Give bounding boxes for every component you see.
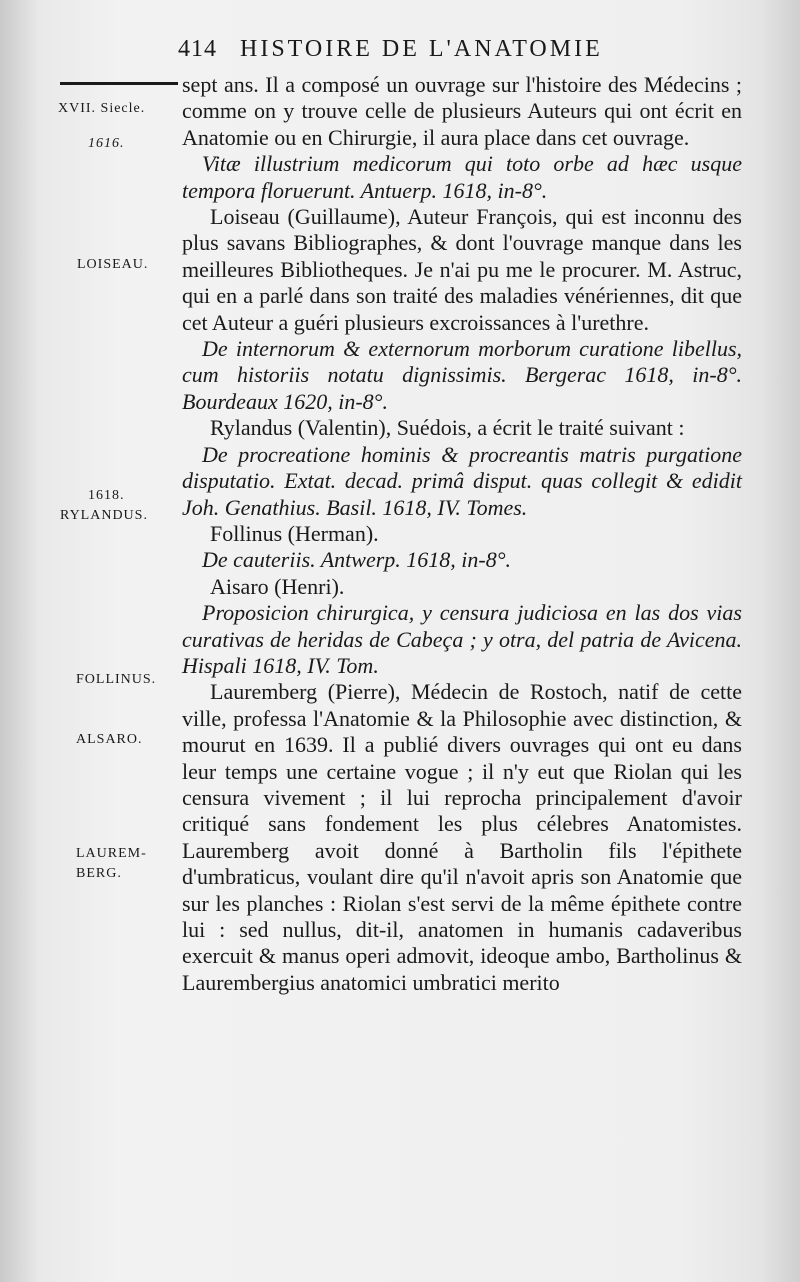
- running-title: HISTOIRE DE L'ANATOMIE: [240, 36, 603, 62]
- reference-proposicion: Proposicion chirurgica, y censura judiciosa en las dos vias curativas de heridas de Cabeça ; y otra, del patria de Avicena. Hispali 1618, IV. Tom.: [182, 600, 742, 678]
- reference-vitae: Vitæ illustrium medicorum qui toto orbe ad hæc usque tempora floruerunt. Antuerp. 1618, in-8°.: [182, 151, 742, 203]
- entry-lauremberg: Lauremberg (Pierre), Médecin de Rostoch, natif de cette ville, professa l'Anatomie & la Philosophie avec distinction, & mourut en 1639. Il a publié divers ouvrages qui ont eu dans leur temps une certaine vogue ; il n'y eut que Riolan qui les censura vivement ; il lui reprocha principalement d'avoir critiqué sans fondement les plus célebres Anatomistes. Lauremberg avoit donné à Bartholin fils l'épithete d'umbraticus, voulant dire qu'il n'avoit apris son Anatomie que sur les planches : Riolan s'est servi de la même épithete contre lui : sed nullus, dit-il, anatomen in humanis cadaveribus exercuit & manus operi admovit, ideoque ambo, Bartholinus & Laurembergius anatomici umbratici merito: [182, 679, 742, 995]
- margin-follinus: FOLLINUS.: [76, 672, 157, 687]
- margin-lauremberg-1: LAUREM-: [76, 846, 147, 861]
- reference-de-cauteriis: De cauteriis. Antwerp. 1618, in-8°.: [202, 547, 512, 573]
- entry-rylandus: Rylandus (Valentin), Suédois, a écrit le traité suivant :: [210, 415, 685, 441]
- section-rule: [60, 82, 178, 85]
- reference-de-internorum: De internorum & externorum morborum curatione libellus, cum historiis notatu dignissimis. Bergerac 1618, in-8°. Bourdeaux 1620, in-8°.: [182, 336, 742, 414]
- margin-century: XVII. Siecle.: [58, 101, 146, 116]
- entry-loiseau: Loiseau (Guillaume), Auteur François, qui est inconnu des plus savans Bibliographes, & dont l'ouvrage manque dans les meilleures Bibliotheques. Je n'ai pu me le procurer. M. Astruc, qui en a parlé dans son traité des maladies vénériennes, dit que cet Auteur a guéri plusieurs excroissances à l'urethre.: [182, 204, 742, 335]
- page-body: [182, 72, 742, 996]
- page-number: 414: [178, 36, 217, 62]
- margin-year-1616: 1616.: [88, 136, 125, 151]
- reference-de-procreatione: De procreatione hominis & procreantis matris purgatione disputatio. Extat. decad. primâ disput. quas collegit & edidit Joh. Genathius. Basil. 1618, IV. Tomes.: [182, 441, 742, 520]
- entry-follinus: Follinus (Herman).: [210, 520, 379, 546]
- margin-year-1618: 1618.: [88, 488, 125, 503]
- running-header: [178, 36, 738, 63]
- entry-aisaro: Aisaro (Henri).: [210, 573, 345, 599]
- margin-alsaro: ALSARO.: [76, 732, 143, 747]
- margin-lauremberg-2: BERG.: [76, 866, 122, 881]
- margin-loiseau: LOISEAU.: [77, 257, 149, 272]
- paragraph-continuation: sept ans. Il a composé un ouvrage sur l'histoire des Médecins ; comme on y trouve celle de plusieurs Auteurs qui ont écrit en Anatomie ou en Chirurgie, il aura place dans cet ouvrage.: [182, 72, 742, 150]
- margin-rylandus: RYLANDUS.: [60, 508, 148, 523]
